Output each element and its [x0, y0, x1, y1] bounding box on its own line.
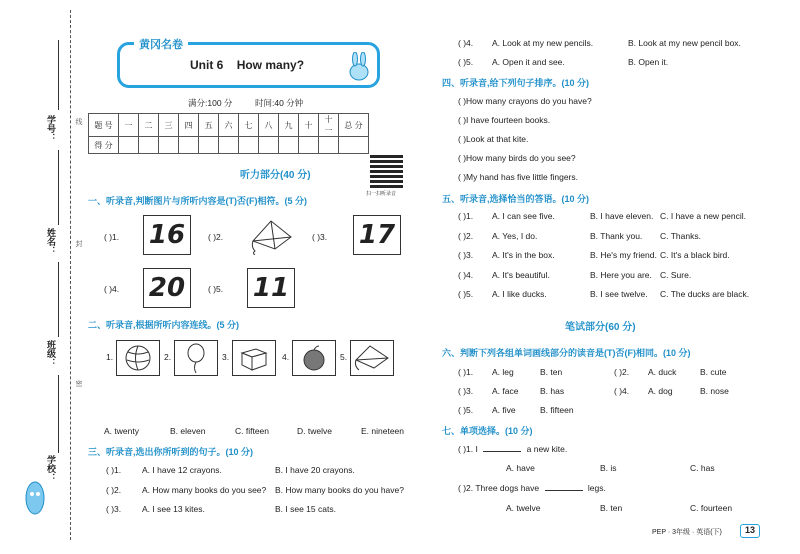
class-label: 班级： [46, 340, 56, 367]
p4-item-3[interactable]: ( )Look at that kite. [458, 134, 529, 144]
student-number-blank[interactable] [58, 40, 59, 110]
score-header-row [89, 114, 369, 137]
p5-q5-num[interactable]: ( )5. [458, 289, 474, 299]
apple-icon [299, 343, 329, 373]
p7-q2 [458, 483, 606, 493]
p5-q3-num[interactable]: ( )3. [458, 250, 474, 260]
number-11: 11 [252, 273, 290, 303]
p3-q2-num[interactable]: ( )2. [106, 485, 122, 495]
score-entry-cell[interactable] [139, 137, 159, 154]
p3-q1-b[interactable]: B. I have 20 crayons. [275, 465, 355, 475]
seal-mi-mark: 密 [75, 380, 82, 387]
p5-q3-a[interactable]: A. It's in the box. [492, 250, 555, 260]
score-header-cell: 十一 [319, 114, 339, 137]
score-entry-cell[interactable] [239, 137, 259, 154]
binding-dashed-line [70, 10, 71, 540]
p1-q2-num[interactable]: ( )2. [208, 232, 224, 242]
p3-q4-b[interactable]: B. Look at my new pencil box. [628, 38, 741, 48]
p1-q1-num[interactable]: ( )1. [104, 232, 120, 242]
p7-q2-b[interactable]: B. ten [600, 503, 623, 513]
score-entry-cell[interactable] [159, 137, 179, 154]
brand-logo: 黄冈名卷 [134, 36, 188, 52]
score-header-cell: 九 [279, 114, 299, 137]
part5-title: 五、听录音,选择恰当的答语。(10 分) [442, 194, 590, 204]
p3-q2-b[interactable]: B. How many books do you have? [275, 485, 404, 495]
p2-volleyball-picture [116, 340, 160, 376]
p4-item-1[interactable]: ( )How many crayons do you have? [458, 96, 592, 106]
p1-q4-num[interactable]: ( )4. [104, 284, 120, 294]
p4-item-2[interactable]: ( )I have fourteen books. [458, 115, 551, 125]
p7-q2-post: legs. [587, 483, 606, 493]
p2-num-5: 5. [340, 352, 348, 362]
p5-q5-b[interactable]: B. I see twelve. [590, 289, 648, 299]
p7-q1-num[interactable]: ( )1. [458, 444, 474, 454]
score-entry-cell[interactable] [299, 137, 319, 154]
p3-q2-a[interactable]: A. How many books do you see? [142, 485, 267, 495]
student-number-label: 学号： [46, 115, 56, 142]
part3-title: 三、听录音,选出你所听到的句子。(10 分) [88, 447, 254, 457]
p6-q1-b: B. ten [540, 367, 563, 377]
p1-q5-picture [247, 268, 295, 308]
p5-q1-a[interactable]: A. I can see five. [492, 211, 555, 221]
p2-word-d: D. twelve [297, 426, 332, 436]
kite-icon [245, 215, 295, 255]
volleyball-icon [123, 343, 153, 373]
p3-q4-num[interactable]: ( )4. [458, 38, 474, 48]
p2-num-1: 1. [106, 352, 114, 362]
p5-q2-c[interactable]: C. Thanks. [660, 230, 701, 241]
p7-q2-c[interactable]: C. fourteen [690, 503, 733, 513]
p2-balloon-picture [174, 340, 218, 376]
p6-q5-b: B. fifteen [540, 405, 574, 415]
score-table [88, 113, 369, 154]
page-number: 13 [740, 524, 760, 538]
p6-q4-num[interactable]: ( )4. [614, 386, 630, 396]
p3-q4-a[interactable]: A. Look at my new pencils. [492, 38, 594, 48]
p5-q3-b[interactable]: B. He's my friend. [590, 250, 657, 260]
p1-q4-picture [143, 268, 191, 308]
p3-q3-a[interactable]: A. I see 13 kites. [142, 504, 205, 514]
p7-q1-post: a new kite. [526, 444, 568, 454]
score-header-label: 题 号 [89, 114, 119, 137]
p5-q4-b[interactable]: B. Here you are. [590, 269, 652, 280]
p2-word-b: B. eleven [170, 426, 206, 436]
written-section-title: 笔试部分(60 分) [565, 322, 636, 333]
full-score: 满分:100 分 [188, 98, 233, 108]
score-header-cell: 八 [259, 114, 279, 137]
p6-q3-b: B. has [540, 386, 565, 396]
p1-q2-picture [245, 215, 295, 255]
score-entry-cell[interactable] [199, 137, 219, 154]
unit-name: How many? [236, 58, 305, 72]
p6-q5-num[interactable]: ( )5. [458, 405, 474, 415]
p3-q5-a[interactable]: A. Open it and see. [492, 57, 565, 67]
number-16: 16 [148, 220, 186, 250]
name-label: 姓名： [46, 228, 56, 255]
part4-title: 四、听录音,给下列句子排序。(10 分) [442, 78, 590, 88]
kite-icon [352, 342, 392, 374]
p6-q4-b: B. nose [700, 386, 729, 396]
p6-q1-num[interactable]: ( )1. [458, 367, 474, 377]
name-blank[interactable] [58, 150, 59, 225]
p4-item-5[interactable]: ( )My hand has five little fingers. [458, 172, 578, 182]
school-blank[interactable] [58, 375, 59, 453]
unit-number: Unit 6 [190, 58, 224, 72]
p2-box-picture [232, 340, 276, 376]
p3-q5-b[interactable]: B. Open it. [628, 57, 669, 67]
p7-q2-a[interactable]: A. twelve [506, 503, 541, 513]
p5-q1-num[interactable]: ( )1. [458, 211, 474, 221]
seal-feng-mark: 封 [75, 240, 82, 247]
p1-q3-picture [353, 215, 401, 255]
p2-word-a: A. twenty [104, 426, 139, 436]
p6-q2-num[interactable]: ( )2. [614, 367, 630, 377]
rabbit-mascot-icon [344, 52, 374, 82]
p5-q1-b[interactable]: B. I have eleven. [590, 211, 654, 221]
p6-q2-b: B. cute [700, 367, 727, 377]
score-header-cell: 五 [199, 114, 219, 137]
p2-num-4: 4. [282, 352, 290, 362]
score-header-cell: 四 [179, 114, 199, 137]
p2-apple-picture [292, 340, 336, 376]
score-header-cell: 一 [119, 114, 139, 137]
listening-section-title: 听力部分(40 分) [240, 170, 311, 181]
p4-item-4[interactable]: ( )How many birds do you see? [458, 153, 576, 163]
score-value-row [89, 137, 369, 154]
score-header-cell: 总 分 [339, 114, 369, 137]
school-label: 学校： [46, 455, 56, 482]
score-entry-cell[interactable] [119, 137, 139, 154]
number-20: 20 [148, 273, 186, 303]
part1-title: 一、听录音,判断图片与所听内容是(T)否(F)相符。(5 分) [88, 196, 307, 206]
score-row-label: 得 分 [89, 137, 119, 154]
p5-q2-b[interactable]: B. Thank you. [590, 230, 643, 241]
p3-q3-num[interactable]: ( )3. [106, 504, 122, 514]
score-header-cell: 三 [159, 114, 179, 137]
p1-q3-num[interactable]: ( )3. [312, 232, 328, 242]
p5-q2-a[interactable]: A. Yes, I do. [492, 230, 538, 241]
p7-q1-b[interactable]: B. is [600, 463, 617, 473]
part7-title: 七、单项选择。(10 分) [442, 426, 533, 436]
score-entry-cell[interactable] [319, 137, 339, 154]
score-entry-cell[interactable] [179, 137, 199, 154]
p7-q1-c[interactable]: C. has [690, 463, 715, 473]
p3-q5-num[interactable]: ( )5. [458, 57, 474, 67]
unit-title [190, 58, 304, 72]
class-blank[interactable] [58, 262, 59, 337]
p2-num-3: 3. [222, 352, 230, 362]
qr-code-icon[interactable] [370, 155, 403, 188]
p5-q5-a[interactable]: A. I like ducks. [492, 289, 547, 299]
p6-q5-a: A. five [492, 405, 516, 415]
number-17: 17 [358, 220, 396, 250]
footer-book: PEP · 3年级 · 英语(下) [652, 529, 722, 536]
p2-word-c: C. fifteen [235, 426, 270, 436]
p7-q1 [458, 444, 567, 454]
p3-q3-b[interactable]: B. I see 15 cats. [275, 504, 336, 514]
p3-q1-a[interactable]: A. I have 12 crayons. [142, 465, 222, 475]
p5-q5-c[interactable]: C. The ducks are black. [660, 289, 750, 299]
p6-q4-a: A. dog [648, 386, 673, 396]
exam-time: 时间:40 分钟 [255, 98, 304, 108]
p2-word-e: E. nineteen [361, 426, 405, 436]
part6-title: 六、判断下列各组单词画线部分的读音是(T)否(F)相同。(10 分) [442, 348, 691, 358]
p5-q4-a[interactable]: A. It's beautiful. [492, 269, 550, 280]
p6-q3-a: A. face [492, 386, 519, 396]
p5-q4-num[interactable]: ( )4. [458, 269, 474, 280]
p7-q1-pre: I [475, 444, 478, 454]
p7-q2-blank[interactable] [545, 490, 583, 491]
p7-q2-pre: Three dogs have [475, 483, 540, 493]
p6-q2-a: A. duck [648, 367, 677, 377]
score-entry-cell[interactable] [259, 137, 279, 154]
p5-q2-num[interactable]: ( )2. [458, 230, 474, 241]
part2-title: 二、听录音,根据所听内容连线。(5 分) [88, 320, 240, 330]
p7-q1-a[interactable]: A. have [506, 463, 535, 473]
p1-q5-num[interactable]: ( )5. [208, 284, 224, 294]
score-entry-cell[interactable] [339, 137, 369, 154]
score-entry-cell[interactable] [219, 137, 239, 154]
score-header-cell: 十 [299, 114, 319, 137]
mascot-pencil-icon [22, 478, 48, 518]
p7-q2-num[interactable]: ( )2. [458, 483, 474, 493]
box-icon [238, 343, 270, 373]
qr-caption: 扫一扫听录音 [366, 191, 397, 197]
p2-kite-picture [350, 340, 394, 376]
p5-q3-c[interactable]: C. It's a black bird. [660, 250, 730, 260]
p5-q1-c[interactable]: C. I have a new pencil. [660, 211, 746, 221]
p3-q1-num[interactable]: ( )1. [106, 465, 122, 475]
score-entry-cell[interactable] [279, 137, 299, 154]
p2-num-2: 2. [164, 352, 172, 362]
p7-q1-blank[interactable] [483, 451, 521, 452]
p5-q4-c[interactable]: C. Sure. [660, 269, 692, 280]
seal-line-mark: 线 [75, 118, 82, 125]
score-header-cell: 二 [139, 114, 159, 137]
balloon-icon [181, 342, 211, 374]
p6-q1-a: A. leg [492, 367, 514, 377]
p1-q1-picture [143, 215, 191, 255]
score-header-cell: 七 [239, 114, 259, 137]
score-header-cell: 六 [219, 114, 239, 137]
p6-q3-num[interactable]: ( )3. [458, 386, 474, 396]
